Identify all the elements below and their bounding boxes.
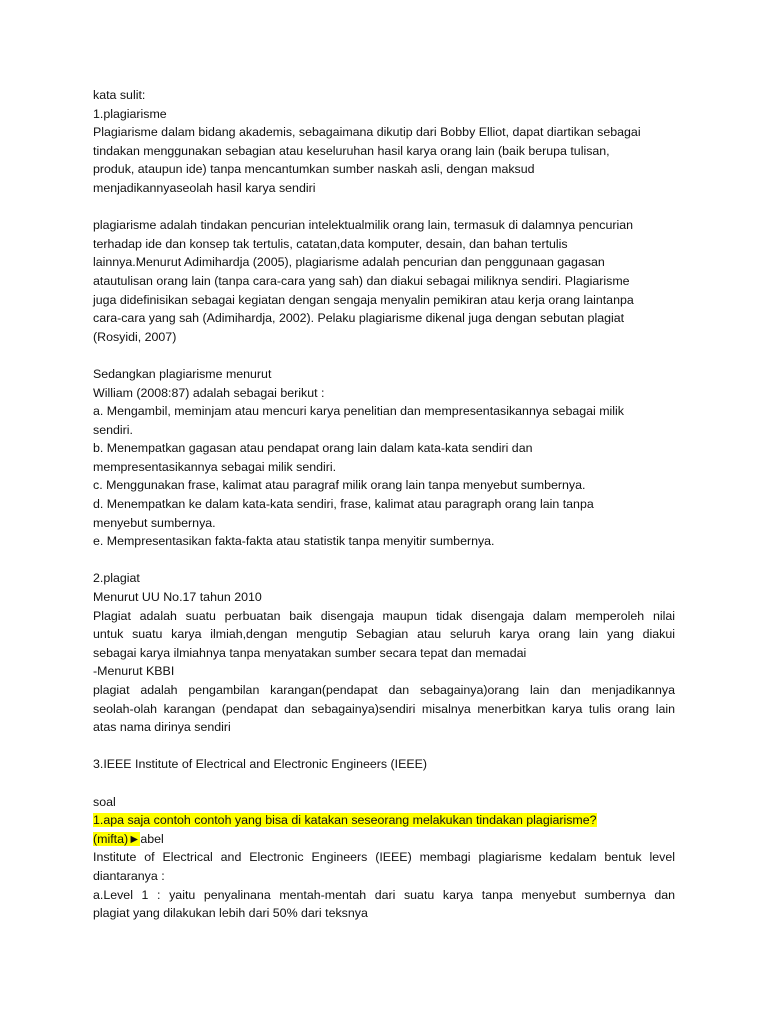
text-line: sebagai karya ilmiahnya tanpa menyatakan sumber secara tepat dan memadai: [93, 645, 527, 660]
list-item: sendiri.: [93, 422, 133, 437]
text-line: produk, ataupun ide) tanpa mencantumkan sumber naskah asli, dengan maksud: [93, 162, 535, 177]
text-line: lainnya.Menurut Adimihardja (2005), plagiarisme adalah pencurian dan penggunaan gagasan: [93, 255, 605, 270]
answer-paragraph: [93, 848, 675, 922]
section-1-paragraph-2: [93, 216, 675, 346]
highlighted-question: 1.apa saja contoh contoh yang bisa di katakan seseorang melakukan tindakan plagiarisme?: [93, 813, 597, 828]
section-1-paragraph-1: [93, 123, 675, 197]
text-line: William (2008:87) adalah sebagai berikut :: [93, 385, 325, 400]
text-line: atas nama dirinya sendiri: [93, 720, 231, 735]
kbbi-paragraph: [93, 681, 675, 737]
text-line: plagiat adalah pengambilan karangan(pendapat dan sebagainya)orang lain dan menjadikannya: [93, 683, 675, 697]
text-line: Sedangkan plagiarisme menurut: [93, 366, 272, 381]
text-line: plagiarisme adalah tindakan pencurian intelektualmilik orang lain, termasuk di dalamnya pencurian: [93, 218, 633, 233]
text-line: (Rosyidi, 2007): [93, 329, 177, 344]
text-line: plagiat yang dilakukan lebih dari 50% dari teksnya: [93, 906, 368, 921]
text-line: Institute of Electrical and Electronic Engineers (IEEE) membagi plagiarisme kedalam bentuk level: [93, 850, 675, 865]
text-line: seolah-olah karangan (pendapat dan sebagainya)sendiri misalnya menerbitkan karya tulis orang lain: [93, 701, 675, 716]
text-line: a.Level 1 : yaitu penyalinana mentah-mentah dari suatu karya tanpa menyebut sumbernya dan: [93, 887, 675, 902]
responder-name: abel: [140, 831, 164, 846]
text-line: Plagiarisme dalam bidang akademis, sebagaimana dikutip dari Bobby Elliot, dapat diartikan sebagai: [93, 125, 641, 140]
intro-label: kata sulit:: [93, 88, 146, 102]
paragraph-gap: [93, 737, 675, 756]
list-item: menyebut sumbernya.: [93, 515, 216, 530]
list-item: e. Mempresentasikan fakta-fakta atau statistik tanpa menyitir sumbernya.: [93, 534, 495, 549]
section-3-heading: 3.IEEE Institute of Electrical and Electronic Engineers (IEEE): [93, 757, 428, 772]
asker-label: (mifta): [93, 831, 129, 846]
paragraph-gap: [93, 198, 675, 217]
section-1-heading: 1.plagiarisme: [93, 106, 167, 121]
arrow-icon: ►: [128, 831, 141, 846]
paragraph-gap: [93, 551, 675, 570]
uu-paragraph: [93, 607, 675, 663]
uu-title: Menurut UU No.17 tahun 2010: [93, 590, 262, 605]
list-item: d. Menempatkan ke dalam kata-kata sendiri, frase, kalimat atau paragraph orang lain tanpa: [93, 497, 594, 512]
kbbi-title: -Menurut KBBI: [93, 664, 175, 679]
list-item: a. Mengambil, meminjam atau mencuri karya penelitian dan mempresentasikannya sebagai milik: [93, 404, 624, 419]
list-item: mempresentasikannya sebagai milik sendiri.: [93, 459, 337, 474]
text-line: Plagiat adalah suatu perbuatan baik disengaja maupun tidak disengaja dalam memperoleh nilai: [93, 608, 675, 623]
asker-line: [93, 830, 675, 849]
text-line: atautulisan orang lain (tanpa cara-cara yang sah) dan diakui sebagai miliknya sendiri. Plagiarisme: [93, 273, 630, 288]
soal-label: soal: [93, 794, 116, 809]
text-line: terhadap ide dan konsep tak tertulis, catatan,data komputer, desain, dan bahan tertulis: [93, 236, 568, 251]
text-line: untuk suatu karya ilmiah,dengan mengutip Sebagian atau seluruh karya orang lain yang diakui: [93, 627, 675, 642]
paragraph-gap: [93, 346, 675, 365]
text-line: juga didefinisikan sebagai kegiatan dengan sengaja menyalin pemikiran atau kerja orang laintanpa: [93, 292, 634, 307]
text-line: cara-cara yang sah (Adimihardja, 2002). Pelaku plagiarisme dikenal juga dengan sebutan plagiat: [93, 311, 625, 326]
section-1-paragraph-3: [93, 365, 675, 551]
list-item: c. Menggunakan frase, kalimat atau paragraf milik orang lain tanpa menyebut sumbernya.: [93, 478, 586, 493]
paragraph-gap: [93, 774, 675, 793]
asker-name: [93, 832, 140, 846]
text-line: menjadikannyaseolah hasil karya sendiri: [93, 180, 316, 195]
text-line: diantaranya :: [93, 868, 165, 883]
section-2-heading: 2.plagiat: [93, 571, 140, 586]
text-line: tindakan menggunakan sebagian atau keseluruhan hasil karya orang lain (baik berupa tulisan,: [93, 143, 610, 158]
list-item: b. Menempatkan gagasan atau pendapat orang lain dalam kata-kata sendiri dan: [93, 441, 533, 456]
question-line: [93, 811, 675, 830]
document-page: [93, 86, 675, 923]
